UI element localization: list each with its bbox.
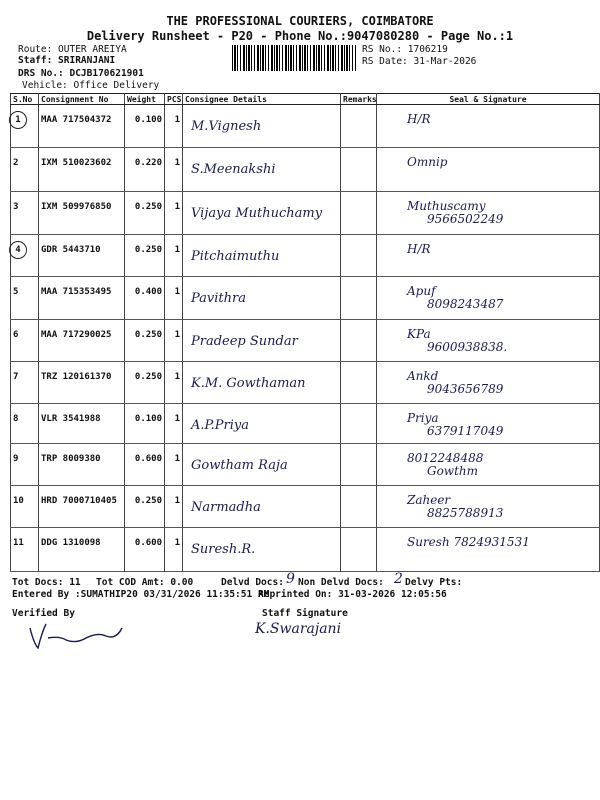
consignee-name: S.Meenakshi bbox=[191, 162, 276, 177]
sno-text: 3 bbox=[13, 202, 19, 212]
row-sno bbox=[11, 235, 39, 277]
runsheet-table bbox=[10, 93, 600, 572]
row-consignment bbox=[39, 192, 125, 235]
consignment-no: IXM 510023602 bbox=[41, 158, 112, 168]
row-signature bbox=[377, 404, 600, 444]
row-signature bbox=[377, 235, 600, 277]
consignee-name: Gowtham Raja bbox=[191, 458, 288, 473]
col-consignment: Consignment No bbox=[39, 94, 125, 105]
pcs: 1 bbox=[174, 454, 180, 464]
row-consignee bbox=[183, 404, 341, 444]
drs-no: DRS No.: DCJB170621901 bbox=[18, 68, 144, 79]
runsheet-subtitle: Delivery Runsheet - P20 - Phone No.:9047080280 - Page No.:1 bbox=[86, 29, 514, 43]
row-consignee bbox=[183, 444, 341, 486]
row-weight bbox=[125, 277, 165, 320]
rs-date: RS Date: 31-Mar-2026 bbox=[362, 56, 477, 67]
pcs: 1 bbox=[174, 330, 180, 340]
consignee-name: Suresh.R. bbox=[191, 542, 256, 557]
row-weight bbox=[125, 362, 165, 404]
row-weight bbox=[125, 528, 165, 572]
row-sno bbox=[11, 148, 39, 192]
pcs: 1 bbox=[174, 158, 180, 168]
row-remarks bbox=[341, 235, 377, 277]
row-consignment bbox=[39, 404, 125, 444]
table-row bbox=[11, 404, 600, 444]
consignment-no: TRZ 120161370 bbox=[41, 372, 112, 382]
row-consignee bbox=[183, 148, 341, 192]
pcs: 1 bbox=[174, 115, 180, 125]
row-remarks bbox=[341, 148, 377, 192]
row-pcs bbox=[165, 192, 183, 235]
row-consignment bbox=[39, 362, 125, 404]
row-remarks bbox=[341, 528, 377, 572]
weight: 0.600 bbox=[134, 538, 162, 548]
consignee-name: Pradeep Sundar bbox=[191, 334, 298, 349]
row-signature bbox=[377, 148, 600, 192]
row-signature bbox=[377, 486, 600, 528]
col-remarks: Remarks bbox=[341, 94, 377, 105]
row-consignee bbox=[183, 235, 341, 277]
non-delvd-value: 2 bbox=[394, 571, 403, 587]
consignee-name: A.P.Priya bbox=[191, 418, 249, 433]
signature-line-1: Muthuscamy bbox=[407, 199, 486, 213]
row-remarks bbox=[341, 362, 377, 404]
signature-line-1: Zaheer bbox=[407, 493, 451, 507]
staff-signature-label: Staff Signature bbox=[262, 608, 348, 619]
signature-line-2: 8825788913 bbox=[427, 506, 504, 520]
row-consignment bbox=[39, 320, 125, 362]
col-weight: Weight bbox=[125, 94, 165, 105]
weight: 0.250 bbox=[134, 496, 162, 506]
row-consignee bbox=[183, 105, 341, 148]
row-consignee bbox=[183, 528, 341, 572]
weight: 0.250 bbox=[134, 372, 162, 382]
row-consignee bbox=[183, 320, 341, 362]
barcode bbox=[232, 45, 356, 71]
row-remarks bbox=[341, 486, 377, 528]
row-weight bbox=[125, 235, 165, 277]
consignee-name: Vijaya Muthuchamy bbox=[191, 206, 323, 221]
row-remarks bbox=[341, 320, 377, 362]
weight: 0.250 bbox=[134, 245, 162, 255]
consignee-name: K.M. Gowthaman bbox=[191, 376, 306, 391]
delvd-docs-label: Delvd Docs: bbox=[221, 577, 284, 588]
row-sno bbox=[11, 192, 39, 235]
table-row bbox=[11, 362, 600, 404]
row-pcs bbox=[165, 444, 183, 486]
row-signature bbox=[377, 528, 600, 572]
staff: Staff: SRIRANJANI bbox=[18, 55, 116, 66]
consignment-no: DDG 1310098 bbox=[41, 538, 101, 548]
consignment-no: VLR 3541988 bbox=[41, 414, 101, 424]
row-signature bbox=[377, 192, 600, 235]
weight: 0.600 bbox=[134, 454, 162, 464]
row-consignment bbox=[39, 235, 125, 277]
row-pcs bbox=[165, 320, 183, 362]
circled-sno: 4 bbox=[9, 241, 27, 259]
row-signature bbox=[377, 320, 600, 362]
weight: 0.250 bbox=[134, 202, 162, 212]
circled-sno: 1 bbox=[9, 111, 27, 129]
row-consignee bbox=[183, 362, 341, 404]
row-consignee bbox=[183, 277, 341, 320]
col-pcs: PCS bbox=[165, 94, 183, 105]
consignment-no: MAA 717290025 bbox=[41, 330, 112, 340]
signature-line-1: Suresh 7824931531 bbox=[407, 535, 530, 549]
pcs: 1 bbox=[174, 202, 180, 212]
row-pcs bbox=[165, 105, 183, 148]
table-row bbox=[11, 486, 600, 528]
row-consignment bbox=[39, 148, 125, 192]
signature-line-1: H/R bbox=[407, 112, 431, 126]
consignee-name: Narmadha bbox=[191, 500, 261, 515]
row-sno bbox=[11, 528, 39, 572]
col-signature: Seal & Signature bbox=[377, 94, 600, 105]
sno-text: 9 bbox=[13, 454, 19, 464]
signature-line-2: 9600938838. bbox=[427, 340, 508, 354]
table-row bbox=[11, 528, 600, 572]
reprinted-on: Reprinted On: 31-03-2026 12:05:56 bbox=[258, 589, 447, 600]
row-weight bbox=[125, 444, 165, 486]
row-consignment bbox=[39, 528, 125, 572]
row-sno bbox=[11, 277, 39, 320]
row-weight bbox=[125, 486, 165, 528]
row-sno bbox=[11, 362, 39, 404]
pcs: 1 bbox=[174, 538, 180, 548]
row-signature bbox=[377, 444, 600, 486]
table-row bbox=[11, 444, 600, 486]
row-pcs bbox=[165, 486, 183, 528]
row-pcs bbox=[165, 277, 183, 320]
signature-line-2: 9566502249 bbox=[427, 212, 504, 226]
consignment-no: TRP 8009380 bbox=[41, 454, 101, 464]
row-consignment bbox=[39, 105, 125, 148]
consignment-no: MAA 715353495 bbox=[41, 287, 112, 297]
row-sno bbox=[11, 486, 39, 528]
consignee-name: Pavithra bbox=[191, 291, 246, 306]
row-sno bbox=[11, 404, 39, 444]
non-delvd-label: Non Delvd Docs: bbox=[298, 577, 384, 588]
table-row bbox=[11, 105, 600, 148]
row-consignment bbox=[39, 277, 125, 320]
staff-signature-hand: K.Swarajani bbox=[255, 621, 342, 637]
consignee-name: Pitchaimuthu bbox=[191, 249, 280, 264]
sno-text: 7 bbox=[13, 372, 19, 382]
signature-line-1: Omnip bbox=[407, 155, 448, 169]
row-consignment bbox=[39, 486, 125, 528]
signature-line-1: Ankd bbox=[407, 369, 439, 383]
row-signature bbox=[377, 362, 600, 404]
col-consignee: Consignee Details bbox=[183, 94, 341, 105]
row-consignee bbox=[183, 192, 341, 235]
row-pcs bbox=[165, 235, 183, 277]
weight: 0.250 bbox=[134, 330, 162, 340]
company-title: THE PROFESSIONAL COURIERS, COIMBATORE bbox=[166, 14, 434, 28]
consignee-name: M.Vignesh bbox=[191, 119, 262, 134]
tot-cod: Tot COD Amt: 0.00 bbox=[96, 577, 194, 588]
consignment-no: GDR 5443710 bbox=[41, 245, 101, 255]
signature-line-1: Apuf bbox=[407, 284, 436, 298]
row-consignment bbox=[39, 444, 125, 486]
consignment-no: IXM 509976850 bbox=[41, 202, 112, 212]
row-weight bbox=[125, 192, 165, 235]
table-row bbox=[11, 277, 600, 320]
row-remarks bbox=[341, 192, 377, 235]
sno-text: 2 bbox=[13, 158, 19, 168]
entered-by: Entered By :SUMATHIP20 03/31/2026 11:35:51 AM bbox=[12, 589, 270, 600]
consignment-no: MAA 717504372 bbox=[41, 115, 112, 125]
pcs: 1 bbox=[174, 372, 180, 382]
table-row bbox=[11, 148, 600, 192]
pcs: 1 bbox=[174, 287, 180, 297]
row-weight bbox=[125, 404, 165, 444]
row-remarks bbox=[341, 444, 377, 486]
row-weight bbox=[125, 148, 165, 192]
signature-line-1: Priya bbox=[407, 411, 439, 425]
row-pcs bbox=[165, 528, 183, 572]
row-sno bbox=[11, 105, 39, 148]
verified-by-label: Verified By bbox=[12, 608, 75, 619]
row-remarks bbox=[341, 105, 377, 148]
table-row bbox=[11, 192, 600, 235]
row-weight bbox=[125, 105, 165, 148]
signature-line-2: 8098243487 bbox=[427, 297, 504, 311]
row-consignee bbox=[183, 486, 341, 528]
signature-line-1: 8012248488 bbox=[407, 451, 484, 465]
weight: 0.100 bbox=[134, 115, 162, 125]
weight: 0.100 bbox=[134, 414, 162, 424]
delvd-docs-value: 9 bbox=[286, 571, 295, 587]
row-pcs bbox=[165, 362, 183, 404]
pcs: 1 bbox=[174, 414, 180, 424]
col-sno: S.No bbox=[11, 94, 39, 105]
row-signature bbox=[377, 277, 600, 320]
row-sno bbox=[11, 320, 39, 362]
pcs: 1 bbox=[174, 245, 180, 255]
delvy-pts: Delvy Pts: bbox=[405, 577, 463, 588]
weight: 0.400 bbox=[134, 287, 162, 297]
signature-line-1: H/R bbox=[407, 242, 431, 256]
route: Route: OUTER AREIYA bbox=[18, 44, 127, 55]
sno-text: 10 bbox=[13, 496, 24, 506]
signature-line-2: Gowthm bbox=[427, 464, 479, 478]
sno-text: 8 bbox=[13, 414, 19, 424]
signature-line-2: 9043656789 bbox=[427, 382, 504, 396]
rs-no: RS No.: 1706219 bbox=[362, 44, 448, 55]
signature-line-2: 6379117049 bbox=[427, 424, 504, 438]
row-remarks bbox=[341, 404, 377, 444]
row-pcs bbox=[165, 148, 183, 192]
vehicle: Vehicle: Office Delivery bbox=[22, 80, 160, 91]
verified-signature-icon bbox=[26, 618, 136, 652]
sno-text: 5 bbox=[13, 287, 19, 297]
row-signature bbox=[377, 105, 600, 148]
signature-line-1: KPa bbox=[407, 327, 431, 341]
table-row bbox=[11, 320, 600, 362]
row-weight bbox=[125, 320, 165, 362]
tot-docs: Tot Docs: 11 bbox=[12, 577, 81, 588]
sno-text: 6 bbox=[13, 330, 19, 340]
table-header bbox=[11, 94, 600, 105]
consignment-no: HRD 7000710405 bbox=[41, 496, 117, 506]
row-sno bbox=[11, 444, 39, 486]
weight: 0.220 bbox=[134, 158, 162, 168]
pcs: 1 bbox=[174, 496, 180, 506]
sno-text: 11 bbox=[13, 538, 24, 548]
row-pcs bbox=[165, 404, 183, 444]
row-remarks bbox=[341, 277, 377, 320]
table-row bbox=[11, 235, 600, 277]
